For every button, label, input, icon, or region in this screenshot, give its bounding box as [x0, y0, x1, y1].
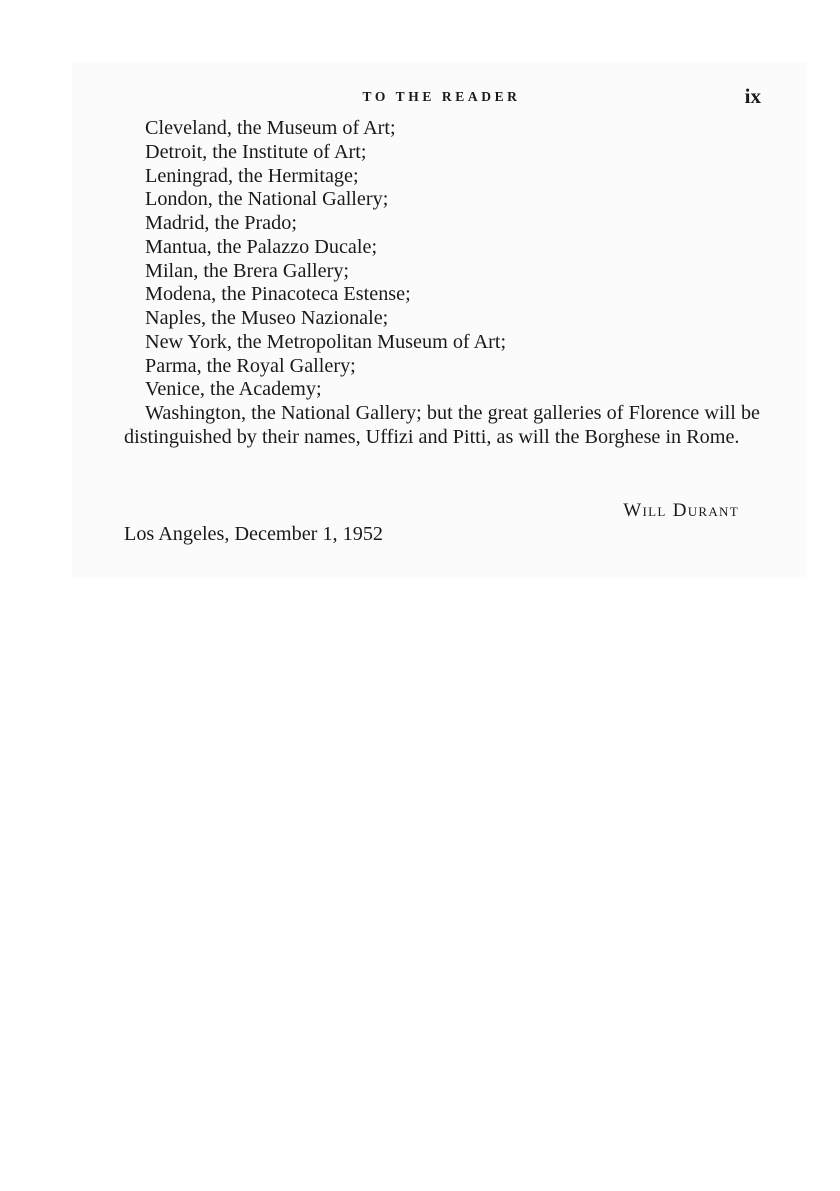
museum-list-item: Venice, the Academy;: [145, 378, 322, 401]
museum-list: [124, 117, 760, 402]
body-text: [124, 117, 760, 450]
museum-list-item: Detroit, the Institute of Art;: [145, 140, 367, 163]
museum-list-item: Naples, the Museo Nazionale;: [145, 307, 389, 329]
running-head: [124, 84, 761, 109]
running-head-title: TO THE READER: [362, 89, 521, 104]
page-number: ix: [744, 84, 761, 108]
museum-list-item: New York, the Metropolitan Museum of Art;: [145, 330, 507, 353]
dateline: Los Angeles, December 1, 1952: [124, 523, 384, 545]
museum-list-item: Modena, the Pinacoteca Estense;: [145, 283, 411, 306]
museum-list-item: Milan, the Brera Gallery;: [145, 259, 350, 282]
museum-list-item: Cleveland, the Museum of Art;: [145, 117, 396, 139]
museum-list-item: London, the National Gallery;: [145, 188, 389, 211]
museum-list-item: Leningrad, the Hermitage;: [145, 164, 359, 187]
museum-list-item: Madrid, the Prado;: [145, 212, 297, 234]
final-paragraph: Washington, the National Gallery; but the great galleries of Florence will be distinguished by their names, Uffizi and Pitti, as will the Borghese in Rome.: [124, 402, 760, 448]
museum-list-item: Parma, the Royal Gallery;: [145, 354, 356, 377]
museum-list-item: Mantua, the Palazzo Ducale;: [145, 235, 378, 258]
author-signature: Will Durant: [623, 500, 739, 521]
